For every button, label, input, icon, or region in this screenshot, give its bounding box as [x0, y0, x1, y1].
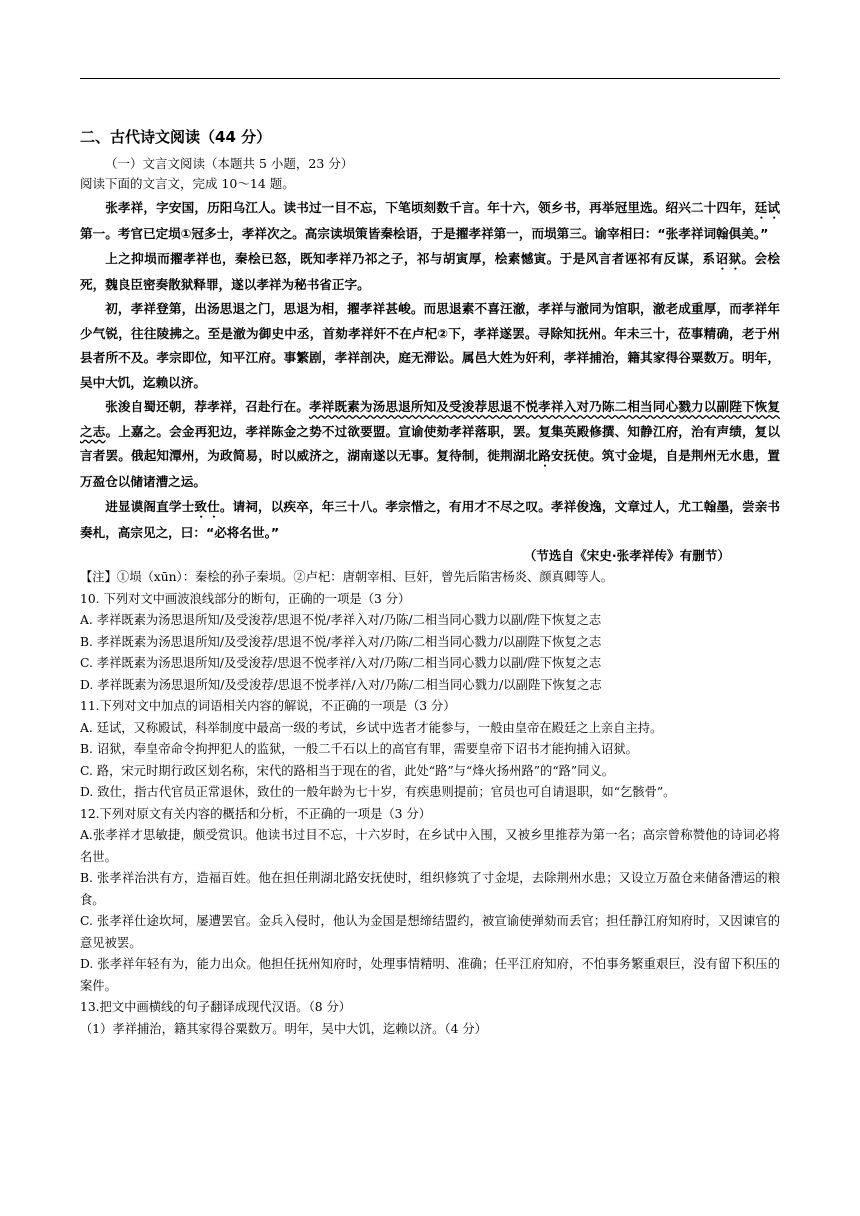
question-10-option-d: D. 孝祥既素为汤思退所知/及受浚荐/思退不悦孝祥/入对/乃陈/二相当同心戮力/以副陛下恢复之志 — [80, 677, 602, 692]
text-run: 。上嘉之。会金再犯边，孝祥陈金之势不过欲要盟。宣谕使劾孝祥落职，罢。复集英殿修撰、知静江府，治有声绩，复以言者罢。俄起知潭州，为政简易，时以威济之，湖南遂以无事。复待制，徙荆湖北 — [80, 423, 781, 463]
question-11-option-d: D. 致仕，指古代官员正常退休，致仕的一般年龄为七十岁，有疾患则提前；官员也可自请退职，如“乞骸骨”。 — [80, 785, 676, 799]
passage-paragraph-1 — [80, 196, 780, 247]
question-10-option-c: C. 孝祥既素为汤思退所知/及受浚荐/思退不悦孝祥/入对/乃陈/二相当同心戮力以副/陛下恢复之志 — [80, 656, 602, 670]
dotted-word-zhishi: 致仕 — [194, 498, 220, 514]
instruction: 阅读下面的文言文，完成 10～14 题。 — [80, 176, 295, 191]
passage-paragraph-4 — [80, 395, 780, 495]
dotted-word-tingshi: 廷试 — [754, 200, 781, 215]
question-12-option-a: A.张孝祥才思敏捷，颇受赏识。他读书过目不忘，十六岁时，在乡试中入围，又被乡里推荐为第一名；高宗曾称赞他的诗词必将名世。 — [80, 828, 780, 864]
text-run: 。请祠，以疾卒，年三十八。孝宗惜之，有用才不尽之叹。孝祥俊逸，文章过人，尤工翰墨，尝亲书奏札，高宗见之，曰：“必将名世。” — [80, 498, 781, 540]
dotted-word-lu: 路 — [538, 448, 552, 463]
questions — [80, 589, 780, 1041]
dotted-word-zhaoyu: 诏狱 — [715, 250, 742, 266]
text-run: 第一。考官已定埙①冠多士，孝祥次之。高宗读埙策皆秦桧语，于是擢孝祥第一，而埙第三。谕宰相曰：“张孝祥词翰俱美。” — [80, 226, 769, 241]
source-citation: （节选自《宋史·张孝祥传》有删节） — [523, 548, 730, 563]
section-title: 二、古代诗文阅读（44 分） — [80, 128, 272, 146]
text-run: 上之抑埙而擢孝祥也，秦桧已怒，既知孝祥乃祁之子，祁与胡寅厚，桧素憾寅。于是风言者诬祁有反谋，系 — [105, 250, 716, 266]
question-12-stem: 12.下列对原文有关内容的概括和分析，不正确的一项是（3 分） — [80, 806, 432, 821]
wavy-underlined-sentence: 孝祥既素为汤思退所知及受浚荐思退不悦孝祥入对乃陈二相当同心戮力以副陛下恢复之志 — [80, 399, 781, 439]
text-run: 张浚自蜀还朝，荐孝祥，召赴行在。 — [105, 399, 309, 414]
passage-paragraph-3: 初，孝祥登第，出汤思退之门，思退为相，擢孝祥甚峻。而思退素不喜汪澈，孝祥与澈同为馆职，澈老成重厚，而孝祥年少气锐，往往陵拂之。至是澈为御史中丞，首劾孝祥奸不在卢杞②下，孝祥遂罢。寻除知抚州。年未三十，莅事精确，老于州县者所不及。孝宗即位，知平江府。事繁剧，孝祥剖决，庭无滞讼。属邑大姓为奸利，孝祥捕治，籍其家得谷粟数万。明年，吴中大饥，迄赖以济。 — [80, 301, 780, 390]
footnote: 【注】①埙（xūn）：秦桧的孙子秦埙。②卢杞：唐朝宰相、巨奸，曾先后陷害杨炎、颜真卿等人。 — [80, 570, 614, 584]
question-12-option-c: C. 张孝祥仕途坎坷，屡遭罢官。金兵入侵时，他认为金国是想缔结盟约，被宣谕使弹劾而丢官；担任静江府知府时，又因谏官的意见被罢。 — [80, 914, 780, 950]
text-run: 。会桧死，魏良臣密奏散狱释罪，遂以孝祥为秘书省正字。 — [80, 250, 781, 292]
text-run: 进显谟阁直学士 — [105, 498, 195, 514]
question-13-part-1: （1）孝祥捕治，籍其家得谷粟数万。明年，吴中大饥，迄赖以济。（4 分） — [80, 1021, 487, 1036]
text-run: 张孝祥，字安国，历阳乌江人。读书过一目不忘，下笔顷刻数千言。年十六，领乡书，再举冠里选。绍兴二十四年， — [105, 200, 755, 215]
text-run: 安抚使。筑寸金堤，自是荆州无水患，置万盈仓以储诸漕之运。 — [80, 448, 781, 489]
subsection-title: （一）文言文阅读（本题共 5 小题，23 分） — [105, 156, 354, 171]
exam-page — [80, 126, 780, 1040]
passage — [80, 196, 780, 545]
question-11-option-c: C. 路，宋元时期行政区划名称，宋代的路相当于现在的省，此处“路”与“烽火扬州路”的“路”同义。 — [80, 763, 615, 778]
passage-paragraph-2 — [80, 247, 780, 298]
question-11-stem: 11.下列对文中加点的词语相关内容的解说，不正确的一项是（3 分） — [80, 699, 456, 713]
question-10-option-a: A. 孝祥既素为汤思退所知/及受浚荐/思退不悦/孝祥入对/乃陈/二相当同心戮力以副/陛下恢复之志 — [80, 613, 602, 627]
question-11-option-b: B. 诏狱，奉皇帝命令拘押犯人的监狱，一般二千石以上的高官有罪，需要皇帝下诏书才能拘捕入诏狱。 — [80, 742, 638, 756]
question-11-option-a: A. 廷试，又称殿试，科举制度中最高一级的考试，乡试中选者才能参与，一般由皇帝在殿廷之上亲自主持。 — [80, 720, 663, 735]
header-rule — [80, 78, 780, 79]
question-10-option-b: B. 孝祥既素为汤思退所知/及受浚荐/思退不悦/孝祥入对/乃陈/二相当同心戮力/以副陛下恢复之志 — [80, 634, 602, 649]
question-12-option-d: D. 张孝祥年轻有为，能力出众。他担任抚州知府时，处理事情精明、准确；任平江府知府，不怕事务繁重艰巨，没有留下积压的案件。 — [80, 957, 780, 993]
question-12-option-b: B. 张孝祥治洪有方，造福百姓。他在担任荆湖北路安抚使时，组织修筑了寸金堤，去除荆州水患；又设立万盈仓来储备漕运的粮食。 — [80, 871, 780, 907]
question-13-stem: 13.把文中画横线的句子翻译成现代汉语。（8 分） — [80, 1000, 352, 1014]
passage-paragraph-5 — [80, 495, 780, 546]
question-10-stem: 10. 下列对文中画波浪线部分的断句，正确的一项是（3 分） — [80, 591, 411, 606]
